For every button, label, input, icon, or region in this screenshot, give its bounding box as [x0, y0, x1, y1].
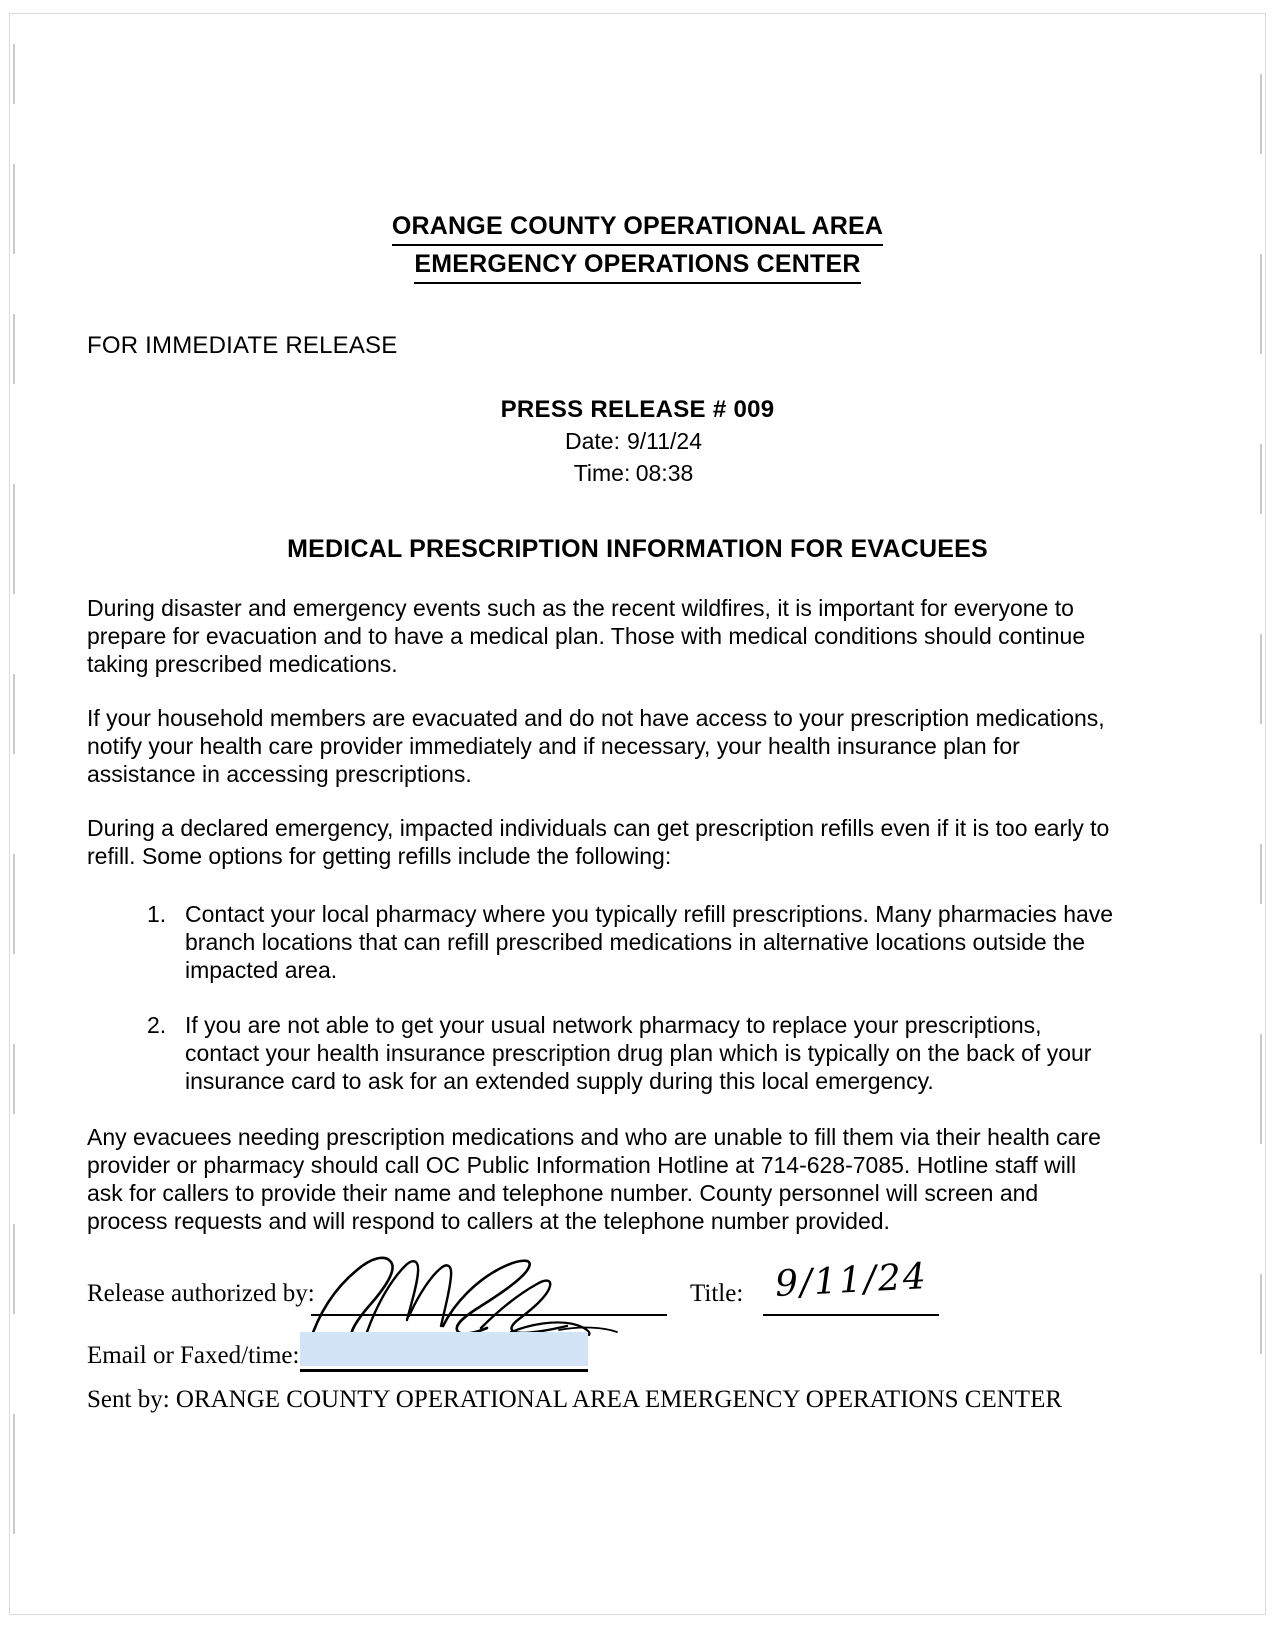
press-release-number: PRESS RELEASE # 009: [500, 396, 775, 423]
organization-header: [10, 210, 1265, 284]
title-line[interactable]: [763, 1314, 939, 1316]
scanned-page: [10, 14, 1265, 1614]
release-date-value: 9/11/24: [626, 428, 703, 455]
closing-paragraph: Any evacuees needing prescription medications and who are unable to fill them via their health care provider or pharmacy should call OC Public Information Hotline at 714-628-7085. Hotline staff will ask for callers to provide their name and telephone number. County personnel will screen and process requests and will respond to callers at the telephone number provided.: [87, 1124, 1101, 1235]
email-faxed-label: Email or Faxed/time:: [87, 1342, 300, 1369]
paragraph-2: If your household members are evacuated and do not have access to your prescription medications, notify your health care provider immediately and if necessary, your health insurance plan for assistance in accessing prescriptions.: [87, 704, 1105, 787]
release-time-label: Time:: [573, 459, 631, 486]
email-faxed-row: [87, 1328, 1117, 1390]
list-item: If you are not able to get your usual network pharmacy to replace your prescriptions, contact your health insurance prescription drug plan which is typically on the back of your insurance card to ask for an extended supply during this local emergency.: [185, 1012, 1092, 1095]
title-label: Title:: [690, 1280, 744, 1307]
email-faxed-line: [300, 1369, 588, 1372]
document-content: [87, 594, 1115, 1236]
release-authorized-row: [87, 1256, 1117, 1320]
release-date-label: Date:: [564, 428, 620, 455]
document-title: MEDICAL PRESCRIPTION INFORMATION FOR EVACUEES: [287, 534, 988, 563]
document-body: [10, 14, 1265, 1614]
sent-by-line: Sent by: ORANGE COUNTY OPERATIONAL AREA EMERGENCY OPERATIONS CENTER: [87, 1386, 1063, 1413]
release-date-row: [2, 426, 1265, 458]
release-time-row: [2, 458, 1265, 490]
paragraph-1: During disaster and emergency events such as the recent wildfires, it is important for everyone to prepare for evacuation and to have a medical plan. Those with medical conditions should continue taking prescribed medications.: [87, 594, 1086, 677]
org-header-line-2: EMERGENCY OPERATIONS CENTER: [414, 248, 860, 284]
title-handwritten-value: 9/11/24: [774, 1256, 929, 1305]
release-meta-block: [10, 393, 1265, 490]
paragraph-3: During a declared emergency, impacted individuals can get prescription refills even if it is too early to refill. Some options for getting refills include the following:: [87, 814, 1110, 869]
signature-line[interactable]: [311, 1314, 667, 1316]
signature-block: [87, 1256, 1117, 1413]
for-immediate-release-label: FOR IMMEDIATE RELEASE: [87, 332, 398, 359]
org-header-line-1: ORANGE COUNTY OPERATIONAL AREA: [392, 210, 883, 246]
refill-options-list: [87, 900, 1115, 1095]
email-faxed-field[interactable]: [300, 1332, 588, 1366]
release-authorized-label: Release authorized by:: [87, 1280, 315, 1307]
list-item: Contact your local pharmacy where you typically refill prescriptions. Many pharmacies have branch locations that can refill prescribed medications in alternative locations outside the impacted area.: [185, 900, 1114, 984]
release-time-value: 08:38: [635, 459, 694, 486]
